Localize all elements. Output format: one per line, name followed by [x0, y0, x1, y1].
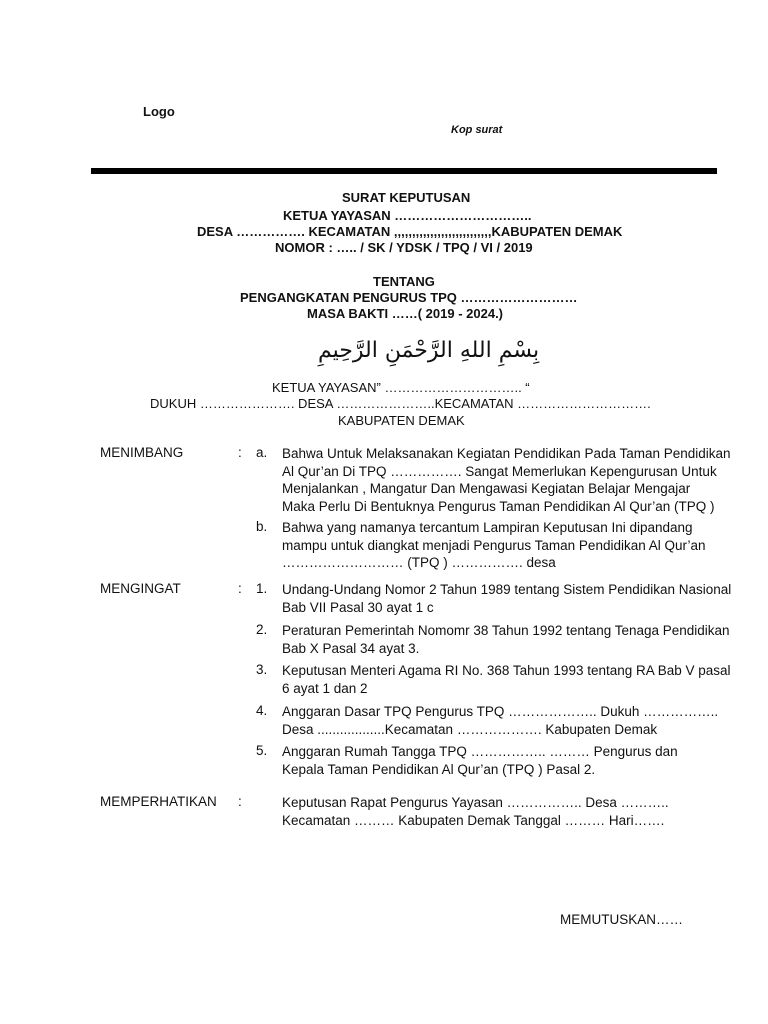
memperhatikan-text — [282, 794, 708, 829]
list-marker: 4. — [256, 703, 268, 718]
text-line: 6 ayat 1 dan 2 — [282, 680, 368, 696]
section-colon: : — [238, 581, 242, 596]
text-line: Kecamatan ……… Kabupaten Demak Tanggal ……… Hari……. — [282, 812, 665, 828]
title-pengangkatan: PENGANGKATAN PENGURUS TPQ ……………………… — [240, 290, 578, 305]
menimbang-point-b — [282, 519, 708, 572]
title-ketua-yayasan: KETUA YAYASAN ………………………….. — [283, 208, 532, 223]
list-marker: 5. — [256, 743, 268, 758]
list-marker: b. — [256, 519, 268, 534]
list-marker: 3. — [256, 662, 268, 677]
text-line: Bab VII Pasal 30 ayat 1 c — [282, 599, 434, 615]
section-label-menimbang: MENIMBANG — [100, 445, 184, 460]
menimbang-point-a — [282, 445, 731, 515]
title-desa-kecamatan: DESA ……………. KECAMATAN ,,,,,,,,,,,,,,,,,,,,,,,,,,,KABUPATEN DEMAK — [197, 224, 623, 239]
text-line: Keputusan Menteri Agama RI No. 368 Tahun 1993 tentang RA Bab V pasal — [282, 663, 731, 678]
text-line: Desa ..................Kecamatan ………………. Kabupaten Demak — [282, 721, 658, 737]
section-label-mengingat: MENGINGAT — [100, 581, 181, 596]
text-line: Maka Perlu Di Bentuknya Pengurus Taman Pendidikan Al Qur’an (TPQ ) — [282, 498, 715, 514]
title-masa-bakti: MASA BAKTI ……( 2019 - 2024.) — [307, 306, 504, 321]
text-line: Bahwa Untuk Melaksanakan Kegiatan Pendidikan Pada Taman Pendidikan — [282, 446, 731, 461]
memutuskan-heading: MEMUTUSKAN…… — [560, 912, 684, 927]
list-marker: 1. — [256, 581, 268, 596]
list-marker: a. — [256, 445, 268, 460]
text-line: Bab X Pasal 34 ayat 3. — [282, 640, 420, 656]
intro-kabupaten: KABUPATEN DEMAK — [338, 413, 465, 428]
text-line: Kepala Taman Pendidikan Al Qur’an (TPQ ) Pasal 2. — [282, 761, 596, 777]
title-surat-keputusan: SURAT KEPUTUSAN — [342, 190, 471, 205]
logo-placeholder: Logo — [143, 104, 175, 119]
text-line: Menjalankan , Mangatur Dan Mengawasi Kegiatan Belajar Mengajar — [282, 481, 691, 496]
mengingat-item-5 — [282, 743, 708, 778]
text-line: ……………………… (TPQ ) ……………. desa — [282, 555, 556, 570]
text-line: Al Qur’an Di TPQ ……………. Sangat Memerlukan Kepengurusan Untuk — [282, 463, 717, 479]
text-line: Anggaran Rumah Tangga TPQ …………….. ……… Pengurus dan — [282, 744, 678, 759]
intro-ketua-yayasan: KETUA YAYASAN” ………………………….. “ — [272, 380, 530, 395]
list-marker: 2. — [256, 622, 268, 637]
section-label-memperhatikan: MEMPERHATIKAN — [100, 794, 217, 809]
mengingat-item-2 — [282, 622, 730, 657]
text-line: mampu untuk diangkat menjadi Pengurus Taman Pendidikan Al Qur’an — [282, 537, 706, 553]
section-colon: : — [238, 794, 242, 809]
mengingat-item-3 — [282, 662, 731, 697]
section-colon: : — [238, 445, 242, 460]
mengingat-item-4 — [282, 703, 719, 738]
text-line: Keputusan Rapat Pengurus Yayasan …………….. Desa ……….. — [282, 795, 669, 810]
intro-dukuh-desa: DUKUH …………………. DESA …………………..KECAMATAN …………………………. — [150, 396, 651, 411]
basmalah: بِسْمِ اللهِ الرَّحْمَنِ الرَّحِيمِ — [318, 338, 540, 363]
title-nomor: NOMOR : ….. / SK / YDSK / TPQ / VI / 2019 — [275, 240, 533, 255]
text-line: Undang-Undang Nomor 2 Tahun 1989 tentang Sistem Pendidikan Nasional — [282, 582, 732, 597]
mengingat-item-1 — [282, 581, 732, 616]
text-line: Anggaran Dasar TPQ Pengurus TPQ ……………….. Dukuh …………….. — [282, 704, 719, 719]
text-line: Peraturan Pemerintah Nomomr 38 Tahun 1992 tentang Tenaga Pendidikan — [282, 623, 730, 638]
letterhead-label: Kop surat — [451, 124, 503, 136]
text-line: Bahwa yang namanya tercantum Lampiran Keputusan Ini dipandang — [282, 520, 693, 535]
header-divider — [91, 168, 717, 174]
title-tentang: TENTANG — [373, 274, 435, 289]
